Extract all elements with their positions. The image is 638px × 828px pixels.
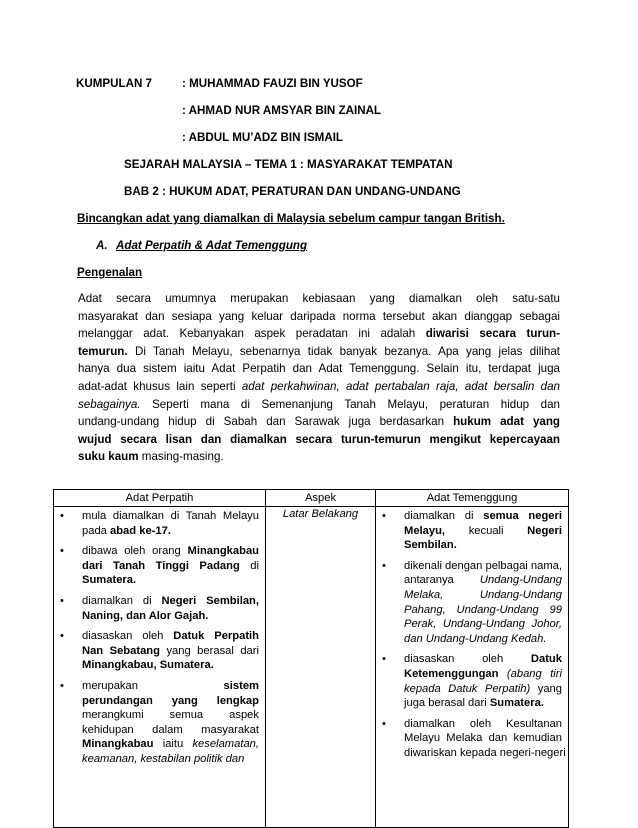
text-segment: diasaskan oleh	[404, 653, 531, 666]
perpatih-list	[54, 507, 265, 767]
bullet-icon: •	[60, 630, 64, 643]
cell-line	[404, 603, 562, 618]
temenggung-cell	[376, 507, 569, 828]
intro-heading: Pengenalan	[77, 266, 143, 279]
text-segment: antaranya	[404, 574, 480, 587]
section-marker: A.	[96, 239, 108, 252]
text-segment: diamalkan di	[82, 594, 162, 607]
text-segment: merangkumi semua aspek	[82, 709, 259, 722]
header-adat-perpatih: Adat Perpatih	[54, 490, 266, 507]
text-segment: hanya dua sistem iaitu Adat Perpatih dan Adat Temenggung. Selain itu, terdapat juga	[78, 362, 560, 376]
cell-line	[82, 644, 259, 659]
text-segment: Ketemenggungan	[404, 667, 499, 680]
right_items-item	[378, 652, 562, 710]
cell-line	[82, 544, 259, 559]
text-segment: undang-undang hidup di Sabah dan Sarawak juga berdasarkan	[78, 415, 454, 429]
intro-line	[78, 431, 560, 449]
text-segment: kecuali	[445, 524, 528, 537]
aspek-latar-belakang: Latar Belakang	[282, 508, 359, 520]
cell-line	[404, 588, 562, 603]
text-segment: pada	[82, 524, 110, 537]
text-segment: yang berasal dari	[159, 644, 259, 657]
text-segment: Adat secara umumnya merupakan kebiasaan yang diamalkan oleh satu-satu	[78, 292, 560, 305]
text-segment: diamalkan oleh Kesultanan	[404, 717, 562, 730]
cell-line	[404, 746, 566, 761]
cell-line	[404, 538, 562, 553]
cell-line	[82, 723, 259, 738]
text-segment: melanggar adat. Kebanyakan aspek peradatan ini adalah	[78, 327, 426, 341]
cell-line	[404, 682, 562, 697]
cell-line	[82, 594, 259, 609]
intro-line	[78, 290, 560, 308]
cell-line	[404, 524, 562, 539]
intro-line	[78, 360, 560, 378]
cell-line	[404, 509, 562, 524]
text-segment: Perak, Undang-Undang Johor,	[404, 618, 562, 631]
text-segment: juga berasal dari	[404, 697, 490, 710]
left_items-item	[56, 509, 259, 538]
cell-line	[404, 559, 562, 574]
document-title: SEJARAH MALAYSIA – TEMA 1 : MASYARAKAT TEMPATAN	[124, 158, 453, 171]
text-segment: dibawa oleh orang	[82, 545, 188, 558]
text-segment: Melayu Melaka dan kemudian	[404, 732, 562, 745]
intro-paragraph	[78, 290, 560, 466]
bullet-icon: •	[382, 559, 386, 572]
bullet-icon: •	[382, 510, 386, 522]
intro-line	[78, 308, 560, 326]
intro-line	[78, 448, 560, 466]
cell-line	[82, 658, 259, 673]
text-segment: Melaka, Undang-Undang	[404, 588, 562, 601]
text-segment: kehidupan dalam masyarakat	[82, 723, 259, 736]
cell-line	[82, 752, 259, 767]
member-3: : ABDUL MU’ADZ BIN ISMAIL	[182, 131, 344, 144]
right_items-item	[378, 559, 562, 647]
intro-line	[78, 343, 560, 361]
left_items-item	[56, 629, 259, 673]
text-segment: Undang-Undang	[479, 574, 562, 587]
cell-line	[82, 559, 259, 574]
text-segment: diwariskan kepada negeri-negeri	[404, 746, 566, 759]
cell-line	[82, 509, 259, 524]
cell-line	[404, 652, 562, 667]
text-segment: temurun.	[78, 344, 128, 358]
member-2: : AHMAD NUR AMSYAR BIN ZAINAL	[182, 104, 382, 117]
text-segment: sebagainya.	[78, 397, 141, 411]
chapter-title: BAB 2 : HUKUM ADAT, PERATURAN DAN UNDANG-UNDANG	[124, 185, 461, 198]
cell-line	[82, 524, 259, 539]
text-segment: perundangan yang lengkap	[82, 694, 259, 707]
cell-line	[404, 617, 562, 632]
text-segment: Datuk	[530, 653, 562, 666]
text-segment: wujud secara lisan dan diamalkan secara turun-temurun mengikut kepercayaan	[78, 432, 560, 446]
text-segment: abad ke-17.	[110, 524, 171, 537]
bullet-icon: •	[60, 594, 64, 607]
temenggung-list	[376, 507, 568, 761]
group-label: KUMPULAN 7	[76, 77, 153, 90]
intro-line	[78, 325, 560, 343]
cell-line	[82, 573, 259, 588]
text-segment: di	[239, 559, 259, 572]
text-segment: mula diamalkan di Tanah Melayu	[82, 510, 259, 522]
text-segment: keselamatan,	[192, 738, 259, 751]
left_items-item	[56, 594, 259, 623]
text-segment: sistem	[223, 679, 259, 692]
text-segment: Negeri	[527, 524, 562, 537]
perpatih-cell	[54, 507, 266, 828]
header-aspek: Aspek	[266, 490, 376, 507]
text-segment: diamalkan di	[404, 510, 484, 522]
cell-line	[404, 573, 562, 588]
text-segment: masing-masing.	[138, 450, 224, 464]
member-1: : MUHAMMAD FAUZI BIN YUSOF	[182, 77, 363, 90]
text-segment: kepada Datuk Perpatih)	[404, 682, 531, 695]
header-adat-temenggung: Adat Temenggung	[376, 490, 569, 507]
text-segment: Nan Sebatang	[82, 644, 160, 657]
cell-line	[82, 629, 259, 644]
text-segment: Sumatera.	[82, 574, 137, 587]
text-segment: keamanan, kestabilan politik dan	[82, 752, 245, 765]
text-segment: Minangkabau, Sumatera.	[82, 659, 214, 672]
text-segment: Melayu,	[404, 524, 446, 537]
left_items-item	[56, 679, 259, 767]
text-segment: hukum adat yang	[453, 415, 561, 429]
intro-line	[78, 378, 560, 396]
cell-line	[404, 667, 562, 682]
right_items-item	[378, 717, 566, 761]
bullet-icon: •	[382, 717, 386, 730]
text-segment: (abang tiri	[498, 667, 562, 680]
text-segment: Minangkabau	[82, 738, 154, 751]
cell-line	[82, 708, 259, 723]
text-segment: dikenali dengan pelbagai nama,	[404, 559, 562, 572]
bullet-icon: •	[382, 653, 386, 666]
comparison-table	[53, 489, 569, 828]
intro-line	[78, 396, 560, 414]
text-segment: Sumatera.	[489, 697, 544, 710]
text-segment: merupakan	[82, 679, 138, 692]
text-segment: diasaskan oleh	[82, 630, 174, 643]
cell-line	[82, 694, 259, 709]
left_items-item	[56, 544, 259, 588]
text-segment: Sembilan.	[404, 539, 457, 552]
text-segment: Seperti mana di Semenanjung Tanah Melayu, peraturan hidup dan	[140, 397, 560, 411]
text-segment: Negeri Sembilan,	[161, 594, 259, 607]
text-segment: diwarisi secara turun-	[425, 327, 560, 341]
cell-line	[404, 731, 562, 746]
bullet-icon: •	[60, 545, 64, 558]
bullet-icon: •	[60, 510, 64, 522]
text-segment: masyarakat dan sesiapa yang keluar daripada norma tersebut akan dianggap sebagai	[78, 309, 560, 323]
text-segment: suku kaum	[78, 450, 139, 464]
text-segment: semua negeri	[483, 510, 562, 522]
text-segment: dari Tanah Tinggi Padang	[82, 559, 240, 572]
bullet-icon: •	[60, 679, 64, 692]
cell-line	[82, 609, 259, 624]
text-segment: Di Tanah Melayu, sebenarnya tidak banyak bezanya. Apa yang jelas dilihat	[127, 344, 560, 358]
text-segment: Datuk Perpatih	[173, 630, 259, 643]
text-segment: adat perkahwinan, adat pertabalan raja, adat bersalin dan	[241, 379, 560, 393]
cell-line	[404, 717, 562, 732]
cell-line	[404, 632, 562, 647]
text-segment: yang	[530, 682, 562, 695]
question: Bincangkan adat yang diamalkan di Malaysia sebelum campur tangan British.	[77, 212, 505, 225]
cell-line	[404, 696, 562, 711]
text-segment: Pahang, Undang-Undang 99	[404, 603, 562, 616]
aspek-cell	[266, 507, 376, 828]
cell-line	[82, 737, 259, 752]
text-segment: adat-adat khusus lain seperti	[78, 379, 242, 393]
text-segment: Minangkabau	[187, 545, 259, 558]
text-segment: Naning, dan Alor Gajah.	[82, 609, 209, 622]
text-segment: iaitu	[153, 738, 193, 751]
intro-line	[78, 413, 560, 431]
right_items-item	[378, 509, 562, 553]
text-segment: dan Undang-Undang Kedah.	[404, 632, 547, 645]
section-title: Adat Perpatih & Adat Temenggung	[116, 239, 308, 252]
cell-line	[82, 679, 259, 694]
